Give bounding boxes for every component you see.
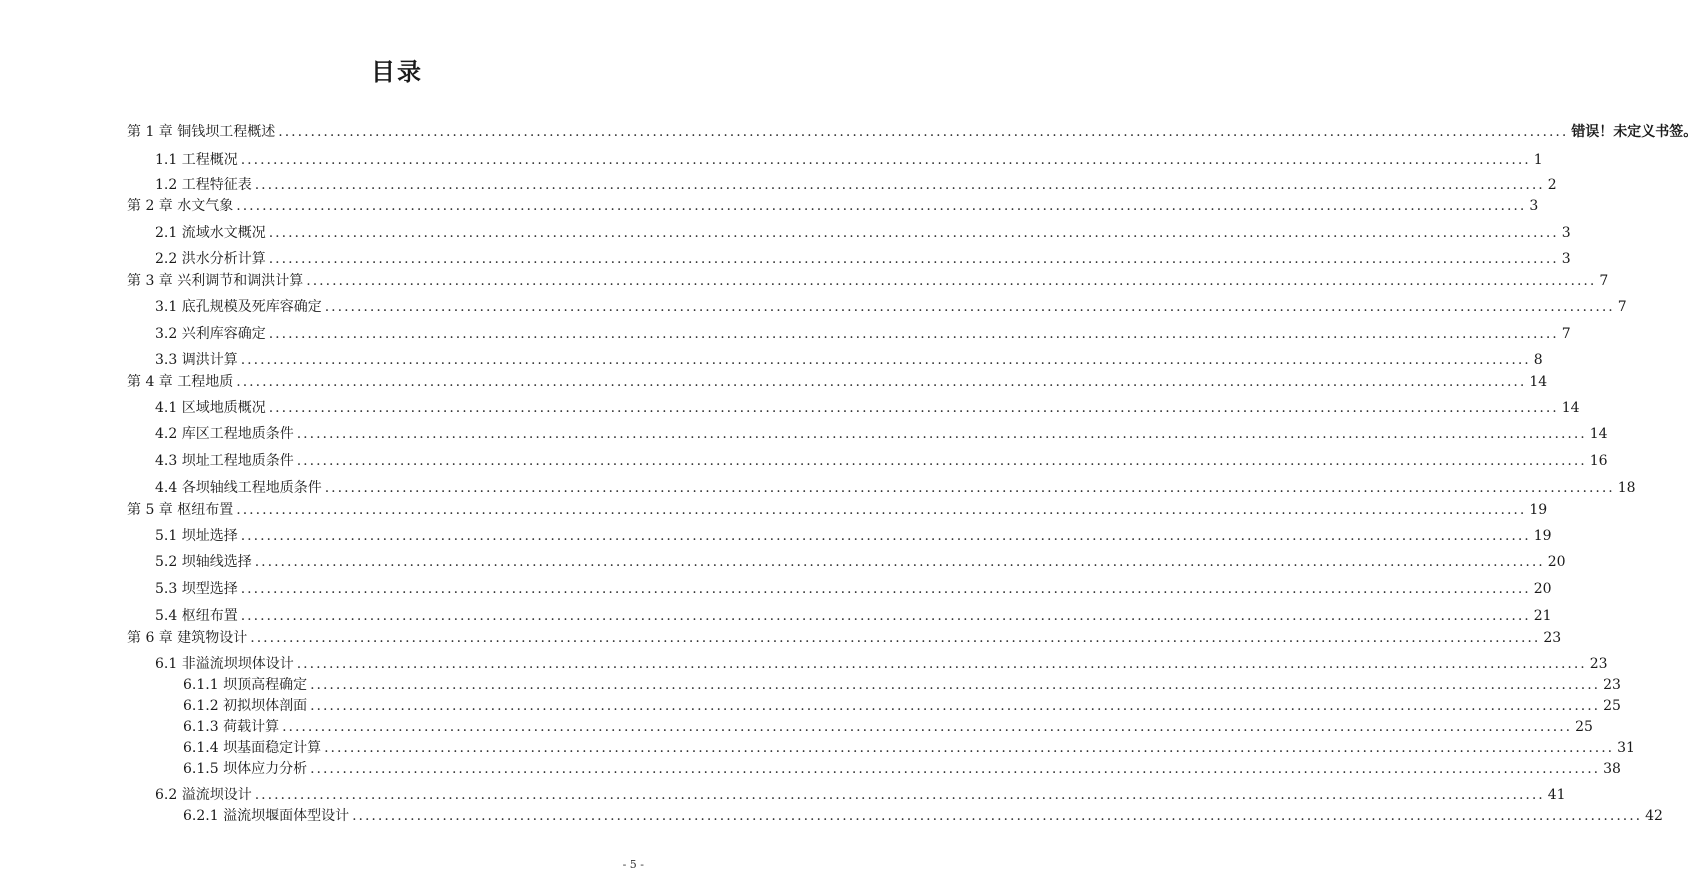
page-number-footer: - 5 - bbox=[622, 858, 644, 871]
toc-entry-page: 2 bbox=[1547, 177, 1557, 193]
toc-leader-dots: ........................................................................................................................................................................................................ bbox=[324, 480, 1615, 496]
toc-entry-label: 4.1 区域地质概况 bbox=[155, 400, 266, 416]
toc-entry[interactable] bbox=[155, 175, 1557, 195]
toc-entry-page: 42 bbox=[1645, 808, 1663, 824]
toc-leader-dots: ........................................................................................................................................................................................................ bbox=[236, 374, 1527, 390]
toc-entry-page: 8 bbox=[1533, 352, 1543, 368]
toc-entry-page: 7 bbox=[1561, 326, 1571, 342]
toc-leader-dots: ........................................................................................................................................................................................................ bbox=[352, 808, 1643, 824]
toc-entry-label: 6.2.1 溢流坝堰面体型设计 bbox=[183, 808, 350, 824]
toc-leader-dots: ........................................................................................................................................................................................................ bbox=[310, 698, 1601, 714]
toc-entry-label: 2.2 洪水分析计算 bbox=[155, 251, 266, 267]
toc-leader-dots: ........................................................................................................................................................................................................ bbox=[310, 677, 1601, 693]
toc-entry-label: 5.1 坝址选择 bbox=[155, 528, 238, 544]
toc-leader-dots: ........................................................................................................................................................................................................ bbox=[250, 630, 1541, 646]
toc-entry[interactable] bbox=[155, 297, 1627, 317]
toc-leader-dots: ........................................................................................................................................................................................................ bbox=[296, 656, 1587, 672]
toc-entry-label: 第 4 章 工程地质 bbox=[127, 374, 234, 390]
toc-entry-page: 31 bbox=[1617, 740, 1635, 756]
toc-entry[interactable] bbox=[183, 675, 1621, 695]
toc-entry-label: 4.3 坝址工程地质条件 bbox=[155, 453, 294, 469]
toc-entry-page: 3 bbox=[1561, 225, 1571, 241]
toc-entry-page: 20 bbox=[1533, 581, 1552, 597]
toc-entry[interactable] bbox=[155, 785, 1566, 805]
toc-entry-page: 14 bbox=[1561, 400, 1580, 416]
toc-entry-label: 第 6 章 建筑物设计 bbox=[127, 630, 248, 646]
toc-entry-label: 3.3 调洪计算 bbox=[155, 352, 238, 368]
toc-entry-label: 6.1.3 荷载计算 bbox=[183, 719, 280, 735]
toc-leader-dots: ........................................................................................................................................................................................................ bbox=[236, 198, 1527, 214]
toc-entry[interactable] bbox=[127, 271, 1609, 291]
toc-entry[interactable] bbox=[155, 223, 1571, 243]
toc-leader-dots: ........................................................................................................................................................................................................ bbox=[296, 453, 1587, 469]
toc-leader-dots: ........................................................................................................................................................................................................ bbox=[268, 326, 1559, 342]
toc-entry-label: 4.4 各坝轴线工程地质条件 bbox=[155, 480, 322, 496]
toc-entry-label: 第 1 章 铜钱坝工程概述 bbox=[127, 124, 276, 140]
toc-entry-label: 2.1 流域水文概况 bbox=[155, 225, 266, 241]
toc-entry[interactable] bbox=[155, 324, 1571, 344]
toc-entry[interactable] bbox=[127, 122, 1697, 142]
toc-leader-dots: ........................................................................................................................................................................................................ bbox=[254, 554, 1545, 570]
toc-entry-page: 25 bbox=[1575, 719, 1593, 735]
toc-entry-page: 7 bbox=[1599, 273, 1609, 289]
toc-leader-dots: ........................................................................................................................................................................................................ bbox=[240, 152, 1531, 168]
toc-entry[interactable] bbox=[183, 696, 1621, 716]
toc-leader-dots: ........................................................................................................................................................................................................ bbox=[268, 225, 1559, 241]
toc-entry[interactable] bbox=[183, 717, 1593, 737]
toc-entry-page: 19 bbox=[1529, 502, 1548, 518]
toc-leader-dots: ........................................................................................................................................................................................................ bbox=[254, 177, 1545, 193]
toc-entry-page: 23 bbox=[1589, 656, 1608, 672]
toc-entry-page: 16 bbox=[1589, 453, 1608, 469]
toc-entry-label: 第 5 章 枢纽布置 bbox=[127, 502, 234, 518]
toc-entry[interactable] bbox=[155, 526, 1552, 546]
toc-entry-label: 6.1.5 坝体应力分析 bbox=[183, 761, 308, 777]
toc-leader-dots: ........................................................................................................................................................................................................ bbox=[282, 719, 1573, 735]
toc-leader-dots: ........................................................................................................................................................................................................ bbox=[254, 787, 1545, 803]
toc-entry[interactable] bbox=[183, 759, 1621, 779]
page-title: 目录 bbox=[371, 58, 423, 86]
toc-entry[interactable] bbox=[183, 738, 1635, 758]
toc-leader-dots: ........................................................................................................................................................................................................ bbox=[268, 251, 1559, 267]
toc-leader-dots: ........................................................................................................................................................................................................ bbox=[240, 608, 1531, 624]
toc-entry-label: 5.4 枢纽布置 bbox=[155, 608, 238, 624]
toc-entry-page: 14 bbox=[1589, 426, 1608, 442]
toc-entry-page: 25 bbox=[1603, 698, 1621, 714]
toc-entry[interactable] bbox=[155, 552, 1566, 572]
toc-leader-dots: ........................................................................................................................................................................................................ bbox=[324, 740, 1615, 756]
toc-leader-dots: ........................................................................................................................................................................................................ bbox=[240, 528, 1531, 544]
toc-entry-page: 23 bbox=[1603, 677, 1621, 693]
toc-entry-label: 5.3 坝型选择 bbox=[155, 581, 238, 597]
toc-leader-dots: ........................................................................................................................................................................................................ bbox=[306, 273, 1597, 289]
toc-entry[interactable] bbox=[155, 350, 1543, 370]
toc-entry[interactable] bbox=[127, 196, 1539, 216]
toc-entry[interactable] bbox=[155, 606, 1552, 626]
toc-entry-page: 23 bbox=[1543, 630, 1562, 646]
toc-entry-label: 第 3 章 兴利调节和调洪计算 bbox=[127, 273, 304, 289]
toc-entry-label: 3.1 底孔规模及死库容确定 bbox=[155, 299, 322, 315]
toc-entry-page: 20 bbox=[1547, 554, 1566, 570]
toc-entry-label: 6.1.4 坝基面稳定计算 bbox=[183, 740, 322, 756]
toc-entry-page: 14 bbox=[1529, 374, 1548, 390]
toc-entry[interactable] bbox=[155, 150, 1543, 170]
toc-entry-page: 1 bbox=[1533, 152, 1543, 168]
toc-entry-page: 错误！未定义书签。 bbox=[1571, 124, 1697, 140]
toc-leader-dots: ........................................................................................................................................................................................................ bbox=[278, 124, 1569, 140]
toc-entry[interactable] bbox=[155, 654, 1608, 674]
toc-entry-label: 4.2 库区工程地质条件 bbox=[155, 426, 294, 442]
toc-entry-label: 1.1 工程概况 bbox=[155, 152, 238, 168]
toc-leader-dots: ........................................................................................................................................................................................................ bbox=[240, 352, 1531, 368]
toc-entry-label: 1.2 工程特征表 bbox=[155, 177, 252, 193]
toc-leader-dots: ........................................................................................................................................................................................................ bbox=[310, 761, 1601, 777]
toc-leader-dots: ........................................................................................................................................................................................................ bbox=[240, 581, 1531, 597]
toc-entry[interactable] bbox=[183, 806, 1663, 826]
toc-entry-page: 21 bbox=[1533, 608, 1552, 624]
toc-entry[interactable] bbox=[155, 451, 1608, 471]
toc-entry-label: 6.2 溢流坝设计 bbox=[155, 787, 252, 803]
toc-entry-page: 38 bbox=[1603, 761, 1621, 777]
toc-entry[interactable] bbox=[155, 579, 1552, 599]
toc-entry[interactable] bbox=[127, 372, 1548, 392]
toc-leader-dots: ........................................................................................................................................................................................................ bbox=[296, 426, 1587, 442]
toc-entry-label: 第 2 章 水文气象 bbox=[127, 198, 234, 214]
toc-entry-page: 19 bbox=[1533, 528, 1552, 544]
toc-leader-dots: ........................................................................................................................................................................................................ bbox=[236, 502, 1527, 518]
toc-entry-page: 3 bbox=[1529, 198, 1539, 214]
toc-entry[interactable] bbox=[155, 398, 1580, 418]
toc-leader-dots: ........................................................................................................................................................................................................ bbox=[324, 299, 1615, 315]
toc-leader-dots: ........................................................................................................................................................................................................ bbox=[268, 400, 1559, 416]
toc-entry-label: 5.2 坝轴线选择 bbox=[155, 554, 252, 570]
toc-entry-page: 18 bbox=[1617, 480, 1636, 496]
toc-entry[interactable] bbox=[127, 500, 1548, 520]
toc-entry[interactable] bbox=[155, 478, 1636, 498]
toc-entry-page: 7 bbox=[1617, 299, 1627, 315]
toc-entry-page: 3 bbox=[1561, 251, 1571, 267]
toc-entry[interactable] bbox=[127, 628, 1562, 648]
toc-entry-page: 41 bbox=[1547, 787, 1566, 803]
toc-entry-label: 6.1.1 坝顶高程确定 bbox=[183, 677, 308, 693]
toc-entry-label: 6.1.2 初拟坝体剖面 bbox=[183, 698, 308, 714]
toc-entry[interactable] bbox=[155, 424, 1608, 444]
toc-entry-label: 6.1 非溢流坝坝体设计 bbox=[155, 656, 294, 672]
toc-entry[interactable] bbox=[155, 249, 1571, 269]
toc-entry-label: 3.2 兴利库容确定 bbox=[155, 326, 266, 342]
